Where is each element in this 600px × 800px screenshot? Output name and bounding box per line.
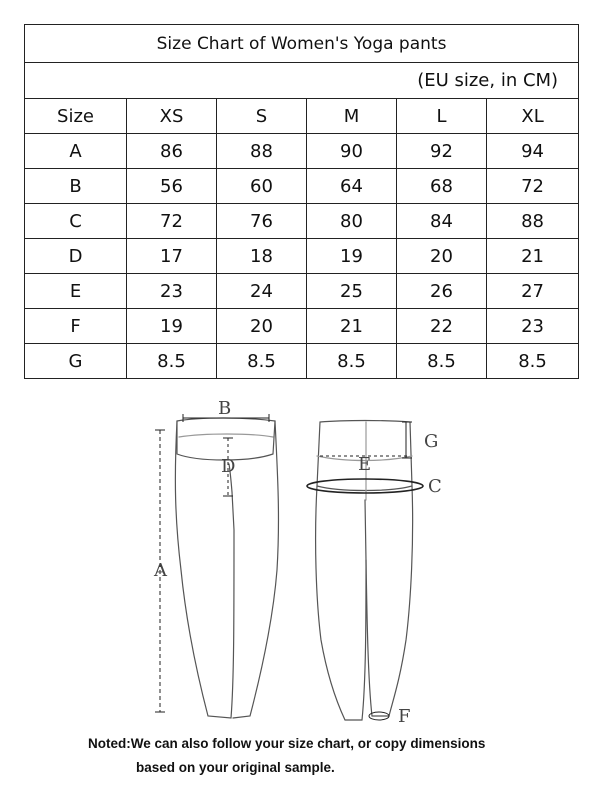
- table-cell: 20: [217, 309, 307, 344]
- table-cell: 90: [307, 134, 397, 169]
- table-cell: G: [25, 344, 127, 379]
- table-cell: 92: [397, 134, 487, 169]
- table-cell: 76: [217, 204, 307, 239]
- table-row: [25, 309, 579, 344]
- table-cell: B: [25, 169, 127, 204]
- table-cell: C: [25, 204, 127, 239]
- table-cell: A: [25, 134, 127, 169]
- header-cell: M: [307, 99, 397, 134]
- table-cell: 64: [307, 169, 397, 204]
- note-line-2: based on your original sample.: [136, 760, 335, 775]
- label-b: B: [218, 398, 232, 419]
- table-cell: 8.5: [217, 344, 307, 379]
- table-row: [25, 169, 579, 204]
- table-cell: 22: [397, 309, 487, 344]
- table-header-row: [25, 99, 579, 134]
- table-cell: D: [25, 239, 127, 274]
- note-line-1: Noted:We can also follow your size chart, or copy dimensions: [88, 736, 486, 751]
- table-row: [25, 204, 579, 239]
- table-cell: 24: [217, 274, 307, 309]
- table-cell: 21: [487, 239, 579, 274]
- table-cell: E: [25, 274, 127, 309]
- table-cell: 25: [307, 274, 397, 309]
- table-row: [25, 274, 579, 309]
- table-cell: 20: [397, 239, 487, 274]
- table-cell: 88: [217, 134, 307, 169]
- label-d: D: [221, 456, 236, 477]
- header-cell: XS: [127, 99, 217, 134]
- table-row: [25, 344, 579, 379]
- table-title-row: [25, 25, 579, 63]
- table-cell: 19: [307, 239, 397, 274]
- table-unit-row: [25, 63, 579, 99]
- table-cell: 60: [217, 169, 307, 204]
- header-cell: XL: [487, 99, 579, 134]
- table-cell: 56: [127, 169, 217, 204]
- table-row: [25, 239, 579, 274]
- pants-measurement-diagram: [150, 390, 450, 730]
- table-cell: 18: [217, 239, 307, 274]
- table-unit-note: (EU size, in CM): [25, 63, 579, 99]
- header-cell: S: [217, 99, 307, 134]
- table-cell: 72: [127, 204, 217, 239]
- table-cell: 21: [307, 309, 397, 344]
- label-g: G: [424, 431, 439, 452]
- label-f: F: [398, 706, 411, 727]
- table-row: [25, 134, 579, 169]
- table-cell: 26: [397, 274, 487, 309]
- table-cell: 72: [487, 169, 579, 204]
- table-cell: 68: [397, 169, 487, 204]
- table-cell: 8.5: [307, 344, 397, 379]
- table-cell: 27: [487, 274, 579, 309]
- table-cell: 80: [307, 204, 397, 239]
- table-cell: 88: [487, 204, 579, 239]
- table-cell: 94: [487, 134, 579, 169]
- table-cell: 8.5: [127, 344, 217, 379]
- size-chart-table: [24, 24, 579, 379]
- label-a: A: [154, 560, 167, 581]
- table-cell: 17: [127, 239, 217, 274]
- table-title: Size Chart of Women's Yoga pants: [25, 25, 579, 63]
- table-cell: 8.5: [487, 344, 579, 379]
- table-cell: 23: [487, 309, 579, 344]
- header-cell: L: [397, 99, 487, 134]
- table-cell: 8.5: [397, 344, 487, 379]
- table-cell: 19: [127, 309, 217, 344]
- table-cell: 23: [127, 274, 217, 309]
- table-cell: 84: [397, 204, 487, 239]
- table-cell: F: [25, 309, 127, 344]
- table-cell: 86: [127, 134, 217, 169]
- label-c: C: [428, 476, 442, 497]
- header-cell: Size: [25, 99, 127, 134]
- label-e: E: [358, 454, 372, 475]
